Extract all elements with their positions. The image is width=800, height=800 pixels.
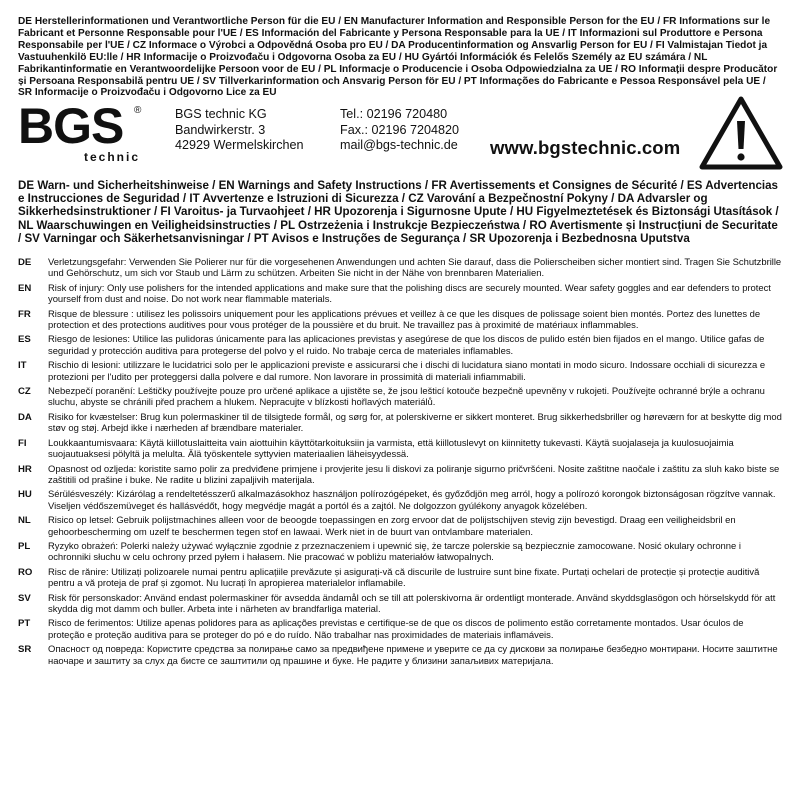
- safety-entry-pl: [18, 541, 782, 564]
- safety-text: Riesgo de lesiones: Utilice las pulidoras únicamente para las aplicaciones previstas y asegúrese de que los discos de pulido estén bien fijados en el mango. Utilice gafas de seguridad y protección auditiva para protegerse del polvo y el ruido. No trabaje cerca de materiales inflamables.: [48, 334, 765, 357]
- safety-text: Risque de blessure : utilisez les polissoirs uniquement pour les applications prévues et veillez à ce que les disques de polissage soient bien montés. Portez des lunettes de protection et des protections auditives pour vous protéger de la poussière et du bruit. Ne travaillez pas à proximité de matériaux inflammables.: [48, 308, 761, 332]
- language-code: SV: [18, 592, 31, 604]
- safety-text: Verletzungsgefahr: Verwenden Sie Polierer nur für die vorgesehenen Anwendungen und achten Sie darauf, dass die Polierscheiben sicher montiert sind. Tragen Sie Schutzbrille und Gehörschutz, um sich vor Staub und Lärm zu schützen. Arbeiten Sie nicht in der Nähe von brennbaren Materialien.: [48, 257, 782, 280]
- safety-entry-en: [18, 283, 782, 306]
- safety-entry-hu: [18, 489, 782, 512]
- safety-entry-fr: [18, 309, 782, 332]
- safety-text: Risc de rănire: Utilizați polizoarele numai pentru aplicațiile prevăzute și asigurați-vă că discurile de lustruire sunt bine fixate. Purtați ochelari de protecție și protecție auditivă pentru a vă proteja de praf și zgomot. Nu lucrați în apropierea materialelor inflamabile.: [48, 566, 760, 590]
- language-code: FI: [18, 437, 27, 449]
- language-code: DE: [18, 257, 32, 268]
- language-code: NL: [18, 515, 31, 527]
- safety-entry-ro: [18, 567, 782, 590]
- safety-text: Rischio di lesioni: utilizzare le lucidatrici solo per le applicazioni previste e assicurarsi che i dischi di lucidatura siano montati in modo sicuro. Indossare occhiali di sicurezza e protezioni per l'udito per proteggersi dalla polvere e dal rumore. Non lavorare in prossimità di materiali infiammabili.: [48, 360, 766, 383]
- manufacturer-info-heading: DE Herstellerinformationen und Verantwortliche Person für die EU / EN Manufacturer Information and Responsible Person for the EU / FR Informations sur le Fabricant et Personne Responsable pour l'UE / ES Información del Fabricante y Persona Responsable para la UE / IT Informazioni sul Produttore e Persona Responsabile per l'UE / CZ Informace o Výrobci a Odpovědná Osoba pro EU / DA Producentinformation og Ansvarlig Person for EU / FI Valmistajan Tiedot ja Vastuuhenkilö EU:lle / HR Informacije o Proizvođaču i Odgovorna Osoba za EU / HU Gyártói Információk és Felelős Személy az EU számára / NL Fabrikantinformatie en Verantwoordelijke Persoon voor de EU / PL Informacje o Producencie i Osoba Odpowiedzialna za UE / RO Informații despre Producător și Persoana Responsabilă pentru UE / SV Tillverkarinformation och Ansvarig Person för EU / PT Informações do Fabricante e Pessoa Responsável pela UE / SR Informacije o Proizvođaču i Odgovorno Lice za EU: [18, 16, 778, 99]
- safety-text: Opasnost od ozljeda: koristite samo polir za predviđene primjene i provjerite jesu li diskovi za poliranje sigurno pričvršćeni. Nosite zaštitne naočale i zaštitu za sluh kako biste se zaštitili od prašine i buke. Ne radite u blizini zapaljivih materijala.: [48, 463, 780, 486]
- safety-entry-da: [18, 412, 782, 435]
- website-url: www.bgstechnic.com: [490, 137, 681, 158]
- safety-entry-hr: [18, 464, 782, 487]
- safety-instructions-heading: DE Warn- und Sicherheitshinweise / EN Warnings and Safety Instructions / FR Avertissements et Consignes de Sécurité / ES Advertencias e Instrucciones de Seguridad / IT Avvertenze e Istruzioni di Sicurezza / CZ Varování a Bezpečnostní Pokyny / DA Advarsler og Sikkerhedsinstruktioner / FI Varoitus- ja Turvaohjeet / HR Upozorenja i Sigurnosne Upute / HU Figyelmeztetések és Biztonsági Utasítások / NL Waarschuwingen en Veiligheidsinstructies / PL Ostrzeżenia i Instrukcje Bezpieczeństwa / RO Avertismente și Instrucțiuni de Securitate / SV Varningar och Säkerhetsanvisningar / PT Avisos e Instruções de Segurança / SR Upozorenja i Bezbednosna Uputstva: [18, 179, 779, 245]
- bgs-technic-logo: [18, 98, 148, 165]
- safety-entry-sv: [18, 593, 782, 616]
- safety-entry-cz: [18, 386, 782, 409]
- safety-text: Risk of injury: Only use polishers for the intended applications and make sure that the polishing discs are securely mounted. Wear safety goggles and ear defenders to protect yourself from dust and noise. Do not work near flammable materials.: [48, 282, 771, 306]
- logo-subtext: technic: [84, 150, 141, 164]
- language-code: RO: [18, 566, 33, 578]
- company-street: Bandwirkerstr. 3: [175, 122, 266, 137]
- phone-number: Tel.: 02196 720480: [340, 107, 448, 121]
- safety-entry-sr: [18, 644, 782, 667]
- safety-text: Loukkaantumisvaara: Käytä kiillotuslaitteita vain aiottuihin käyttötarkoituksiin ja varmista, että kiillotuslevyt on kiinnitetty tukevasti. Käytä suojalaseja ja kuulosuojaimia suojautuaksesi pölyltä ja melulta. Älä työskentele syttyvien materiaalien läheisyydessä.: [48, 437, 734, 461]
- logo-text: BGS: [18, 98, 124, 154]
- language-code: HR: [18, 463, 32, 475]
- language-code: FR: [18, 308, 31, 320]
- safety-entry-it: [18, 360, 782, 383]
- language-code: PL: [18, 540, 31, 552]
- language-code: DA: [18, 411, 32, 423]
- company-city: 42929 Wermelskirchen: [175, 138, 304, 153]
- safety-text: Risk för personskador: Använd endast polermaskiner för avsedda ändamål och se till att polerskivorna är ordentligt monterade. Använd skyddsglasögon och hörselskydd för att skydda dig mot damm och buller. Arbeta inte i närheten av brandfarliga material.: [48, 592, 776, 615]
- fax-number: Fax.: 02196 7204820: [340, 122, 460, 137]
- safety-entry-fi: [18, 438, 782, 461]
- safety-text: Risiko for kvæstelser: Brug kun polermaskiner til de tilsigtede formål, og sørg for, at polerskiverne er sikkert monteret. Brug sikkerhedsbriller og høreværn for at beskytte dig mod støv og støj. Arbejd ikke i nærheden af brændbare materialer.: [48, 411, 782, 435]
- safety-text: Ryzyko obrażeń: Polerki należy używać wyłącznie zgodnie z przeznaczeniem i upewnić się, że tarcze polerskie są bezpiecznie zamocowane. Nosić okulary ochronne i ochronniki słuchu w celu ochrony przed pyłem i hałasem. Nie pracować w pobliżu materiałów łatwopalnych.: [48, 540, 741, 564]
- language-code: ES: [18, 334, 31, 346]
- company-address: [175, 107, 304, 154]
- safety-text: Опасност од повреда: Користите средства за полирање само за предвиђене примене и уверите се да су дискови за полирање безбедно монтирани. Носите заштитне наочаре и заштиту за слух да бисте се заштитили од прашине и буке. Не радите у близини запаљивих материјала.: [48, 644, 778, 667]
- company-name: BGS technic KG: [175, 107, 267, 121]
- safety-entry-es: [18, 334, 782, 357]
- safety-entries-list: [18, 257, 782, 667]
- registered-mark: ®: [134, 105, 142, 116]
- safety-text: Sérülésveszély: Kizárólag a rendeltetésszerű alkalmazásokhoz használjon polírozógépeket, és győződjön meg arról, hogy a polírozó korongok biztonságosan rögzítve vannak. Viseljen védőszemüveget és hallásvédőt, hogy megvédje magát a portól és a zajtól. Ne dolgozzon gyúlékony anyagok közelében.: [48, 489, 776, 512]
- language-code: CZ: [18, 386, 31, 398]
- language-code: HU: [18, 489, 32, 501]
- safety-text: Nebezpečí poranění: Leštičky používejte pouze pro určené aplikace a ujistěte se, že jsou lešticí kotouče bezpečně upevněny v rukojeti. Používejte ochranné brýle a ochranu sluchu, abyste se chránili před prachem a hlukem. Nepracujte v blízkosti hořlavých materiálů.: [48, 386, 765, 409]
- language-code: SR: [18, 644, 32, 656]
- language-code: PT: [18, 618, 31, 630]
- company-header: [18, 98, 782, 181]
- language-code: EN: [18, 282, 32, 294]
- document-page: [18, 16, 782, 670]
- safety-entry-de: [18, 257, 782, 280]
- warning-triangle-icon: [698, 95, 784, 171]
- safety-entry-nl: [18, 515, 782, 538]
- safety-text: Risco de ferimentos: Utilize apenas polidores para as aplicações previstas e certifique-se de que os discos de polimento estão corretamente montados. Usar óculos de proteção e proteção auditiva para se proteger do pó e do ruído. Não trabalhar nas proximidades de materiais inflamáveis.: [48, 618, 744, 641]
- email-address: mail@bgs-technic.de: [340, 138, 458, 153]
- safety-entry-pt: [18, 618, 782, 641]
- language-code: IT: [18, 360, 27, 372]
- safety-text: Risico op letsel: Gebruik polijstmachines alleen voor de beoogde toepassingen en zorg ervoor dat de polijstschijven stevig zijn bevestigd. Draag een veiligheidsbril en gehoorbescherming om uzelf te beschermen tegen stof en lawaai. Werk niet in de buurt van ontvlambare materialen.: [48, 515, 736, 538]
- company-contact: [340, 107, 459, 154]
